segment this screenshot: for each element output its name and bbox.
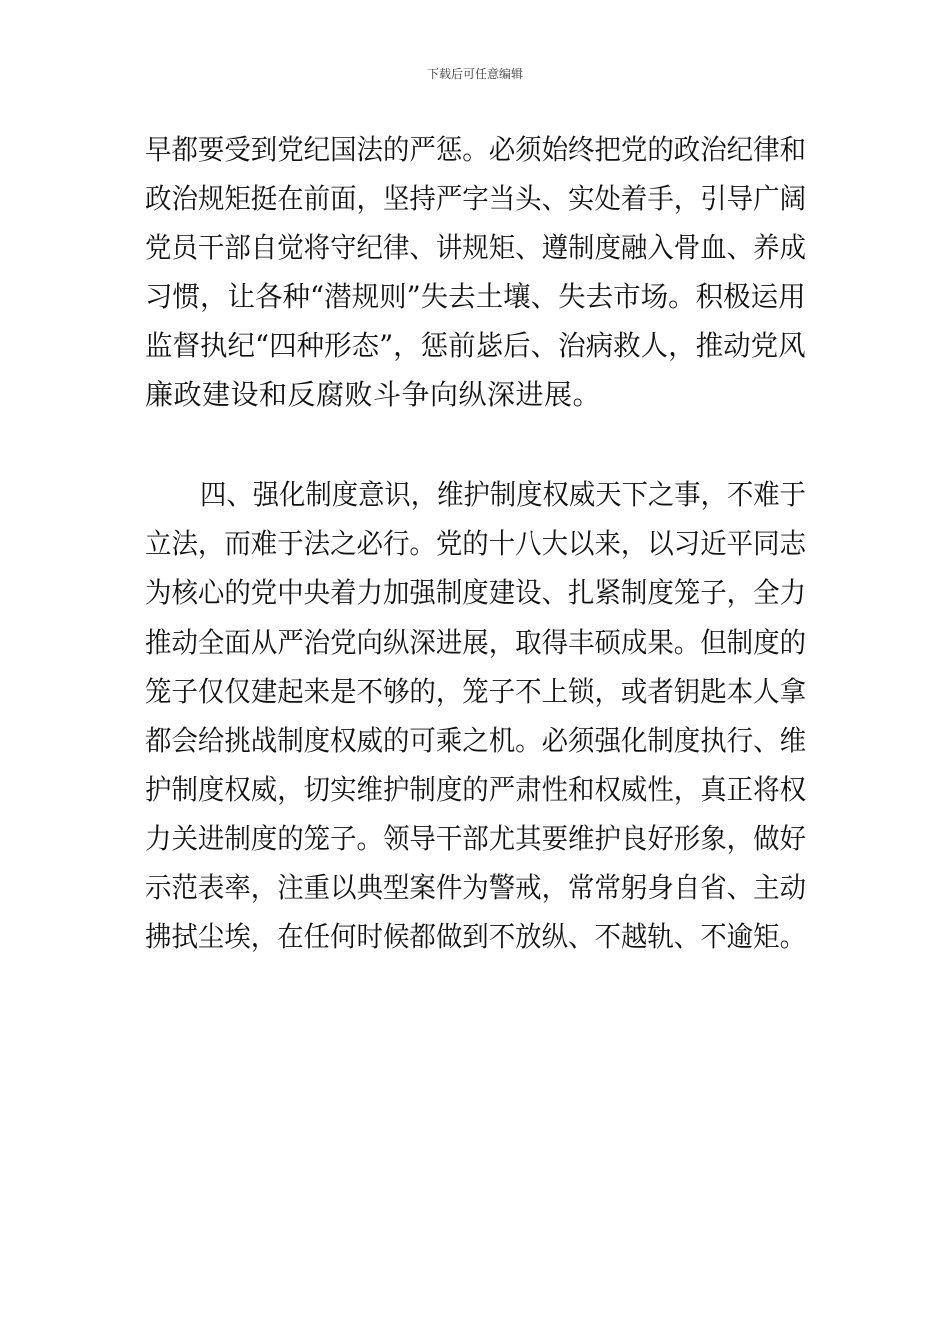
paragraph-line: 为核心的党中央着力加强制度建设、扎紧制度笼子，全力 xyxy=(145,576,807,609)
paragraph-line: 习惯，让各种“潜规则”失去土壤、失去市场。积极运用 xyxy=(145,280,806,313)
paragraph-line: 党员干部自觉将守纪律、讲规矩、遵制度融入骨血、养成 xyxy=(145,231,807,264)
paragraph-line: 廉政建设和反腐败斗争向纵深进展。 xyxy=(145,378,602,411)
paragraph-line: 笼子仅仅建起来是不够的，笼子不上锁，或者钥匙本人拿 xyxy=(145,675,807,708)
paragraph-line: 拂拭尘埃，在任何时候都做到不放纵、不越轨、不逾矩。 xyxy=(145,920,807,953)
paragraph-line: 护制度权威，切实维护制度的严肃性和权威性，真正将权 xyxy=(145,773,807,806)
paragraph-line: 早都要受到党纪国法的严惩。必须始终把党的政治纪律和 xyxy=(145,133,807,166)
paragraph-line: 立法，而难于法之必行。党的十八大以来，以习近平同志 xyxy=(145,527,807,560)
paragraph-line: 推动全面从严治党向纵深进展，取得丰硕成果。但制度的 xyxy=(145,626,807,659)
page-header: 下载后可任意编辑 xyxy=(426,67,523,81)
paragraph-line: 力关进制度的笼子。领导干部尤其要维护良好形象，做好 xyxy=(145,822,807,855)
paragraph-line: 政治规矩挺在前面，坚持严字当头、实处着手，引导广阔 xyxy=(145,182,807,215)
paragraph-line: 监督执纪“四种形态”，惩前毖后、治病救人，推动党风 xyxy=(145,329,806,362)
paragraph-line: 四、强化制度意识，维护制度权威天下之事，不难于 xyxy=(200,478,807,511)
paragraph-line: 示范表率，注重以典型案件为警戒，常常躬身自省、主动 xyxy=(145,871,807,904)
paragraph-line: 都会给挑战制度权威的可乘之机。必须强化制度执行、维 xyxy=(145,724,807,757)
